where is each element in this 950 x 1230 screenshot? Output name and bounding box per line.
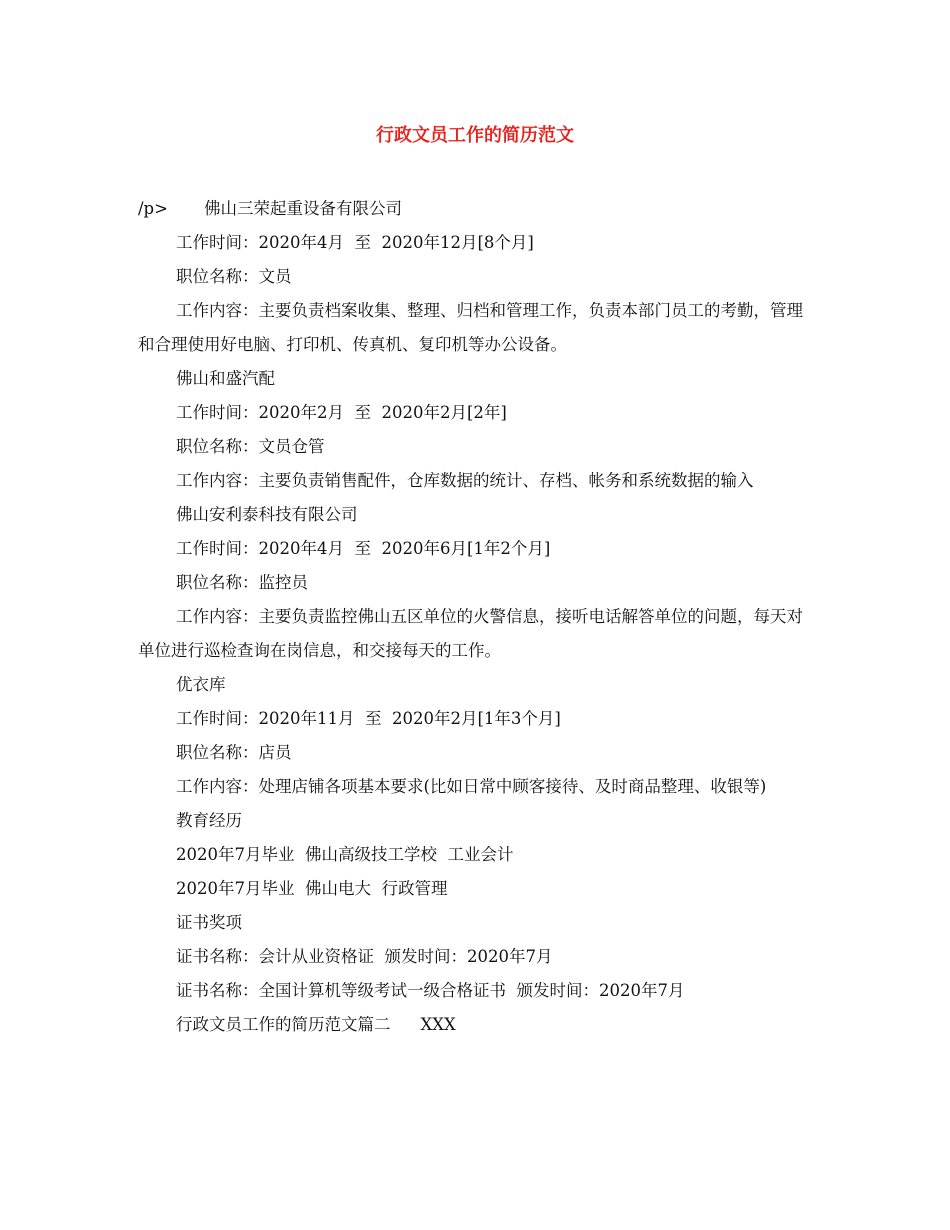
body-line: 2020年7月毕业 佛山电大 行政管理 bbox=[176, 879, 448, 898]
company-name: 佛山安利泰科技有限公司 bbox=[176, 505, 358, 524]
body-paragraph: 工作内容：主要负责销售配件，仓库数据的统计、存档、帐务和系统数据的输入 bbox=[176, 471, 754, 490]
company-name: 佛山和盛汽配 bbox=[176, 369, 275, 388]
body-line-company-1 bbox=[138, 192, 818, 226]
stray-tag-text: /p> bbox=[138, 199, 168, 218]
document-title: 行政文员工作的简历范文 bbox=[376, 125, 574, 146]
body-line: 工作时间：2020年11月 至 2020年2月[1年3个月] bbox=[176, 709, 561, 728]
body-line: 职位名称：监控员 bbox=[176, 573, 308, 592]
company-name: 佛山三荣起重设备有限公司 bbox=[204, 199, 402, 218]
body-line-footer bbox=[138, 1008, 818, 1042]
body-line: 职位名称：店员 bbox=[176, 743, 292, 762]
body-line: 职位名称：文员仓管 bbox=[176, 437, 325, 456]
body-paragraph: 工作内容：处理店铺各项基本要求(比如日常中顾客接待、及时商品整理、收银等) bbox=[176, 777, 767, 796]
body-line: 工作时间：2020年4月 至 2020年12月[8个月] bbox=[176, 233, 534, 252]
body-line: 证书名称：会计从业资格证 颁发时间：2020年7月 bbox=[176, 947, 553, 966]
body-line: 职位名称：文员 bbox=[176, 267, 292, 286]
body-line: 工作时间：2020年2月 至 2020年2月[2年] bbox=[176, 403, 507, 422]
body-line: 2020年7月毕业 佛山高级技工学校 工业会计 bbox=[176, 845, 514, 864]
body-line: 证书名称：全国计算机等级考试一级合格证书 颁发时间：2020年7月 bbox=[176, 981, 685, 1000]
placeholder-text: XXX bbox=[420, 1015, 456, 1034]
section-heading: 证书奖项 bbox=[176, 913, 242, 932]
body-line: 工作时间：2020年4月 至 2020年6月[1年2个月] bbox=[176, 539, 551, 558]
company-name: 优衣库 bbox=[176, 675, 226, 694]
body-paragraph: 工作内容：主要负责档案收集、整理、归档和管理工作，负责本部门员工的考勤，管理和合理使用好电脑、打印机、传真机、复印机等办公设备。 bbox=[138, 301, 803, 354]
document-body bbox=[138, 192, 818, 1042]
body-paragraph: 工作内容：主要负责监控佛山五区单位的火警信息，接听电话解答单位的问题，每天对单位进行巡检查询在岗信息，和交接每天的工作。 bbox=[138, 607, 803, 660]
section-heading: 教育经历 bbox=[176, 811, 242, 830]
next-section-title: 行政文员工作的简历范文篇二 bbox=[176, 1015, 391, 1034]
